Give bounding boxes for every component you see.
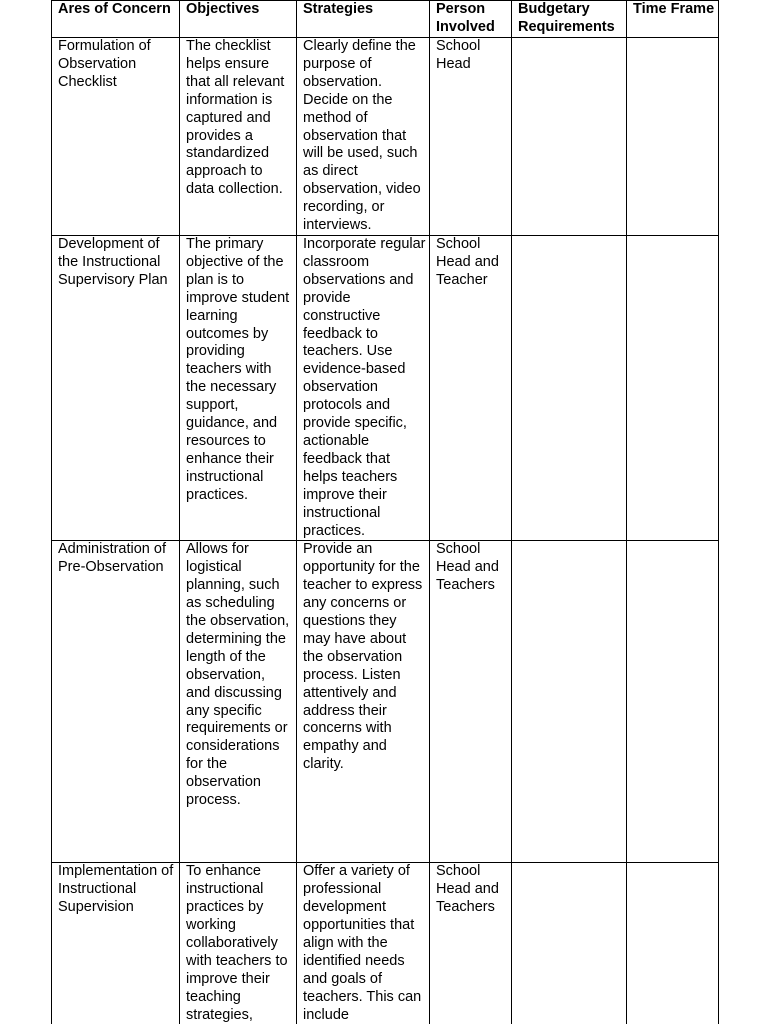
- time-frame-cell: [627, 863, 719, 1024]
- budget-cell: [512, 38, 627, 236]
- time-frame-cell: [627, 38, 719, 236]
- strategies-cell: Provide an opportunity for the teacher to express any concerns or questions they may have about the observation process. Listen attentively and address their concerns with empathy and clarity.: [297, 541, 430, 863]
- table-row: [52, 541, 719, 863]
- supervisory-plan-table: [51, 0, 719, 1024]
- header-person-involved: Person Involved: [430, 1, 512, 38]
- header-objectives: Objectives: [180, 1, 297, 38]
- person-cell: School Head and Teachers: [430, 863, 512, 1024]
- objectives-cell: Allows for logistical planning, such as scheduling the observation, determining the length of the observation, and discussing any specific requirements or considerations for the observation process.: [180, 541, 297, 863]
- area-cell: Development of the Instructional Supervisory Plan: [52, 236, 180, 541]
- table-header-row: [52, 1, 719, 38]
- area-cell: Administration of Pre-Observation: [52, 541, 180, 863]
- strategies-cell: Incorporate regular classroom observations and provide constructive feedback to teachers. Use evidence-based observation protocols and provide specific, actionable feedback that helps teachers improve their instructional practices.: [297, 236, 430, 541]
- budget-cell: [512, 236, 627, 541]
- objectives-cell: The checklist helps ensure that all relevant information is captured and provides a standardized approach to data collection.: [180, 38, 297, 236]
- header-time-frame: Time Frame: [627, 1, 719, 38]
- strategies-cell: Clearly define the purpose of observation. Decide on the method of observation that will be used, such as direct observation, video recording, or interviews.: [297, 38, 430, 236]
- header-budgetary-requirements: Budgetary Requirements: [512, 1, 627, 38]
- time-frame-cell: [627, 236, 719, 541]
- objectives-cell: To enhance instructional practices by working collaboratively with teachers to improve their teaching strategies,: [180, 863, 297, 1024]
- budget-cell: [512, 541, 627, 863]
- header-strategies: Strategies: [297, 1, 430, 38]
- person-cell: School Head: [430, 38, 512, 236]
- person-cell: School Head and Teacher: [430, 236, 512, 541]
- table-row: [52, 863, 719, 1024]
- person-cell: School Head and Teachers: [430, 541, 512, 863]
- time-frame-cell: [627, 541, 719, 863]
- strategies-cell: Offer a variety of professional development opportunities that align with the identified needs and goals of teachers. This can include: [297, 863, 430, 1024]
- header-area-of-concern: Ares of Concern: [52, 1, 180, 38]
- budget-cell: [512, 863, 627, 1024]
- objectives-cell: The primary objective of the plan is to improve student learning outcomes by providing teachers with the necessary support, guidance, and resources to enhance their instructional practices.: [180, 236, 297, 541]
- area-cell: Formulation of Observation Checklist: [52, 38, 180, 236]
- table-row: [52, 236, 719, 541]
- table-row: [52, 38, 719, 236]
- area-cell: Implementation of Instructional Supervision: [52, 863, 180, 1024]
